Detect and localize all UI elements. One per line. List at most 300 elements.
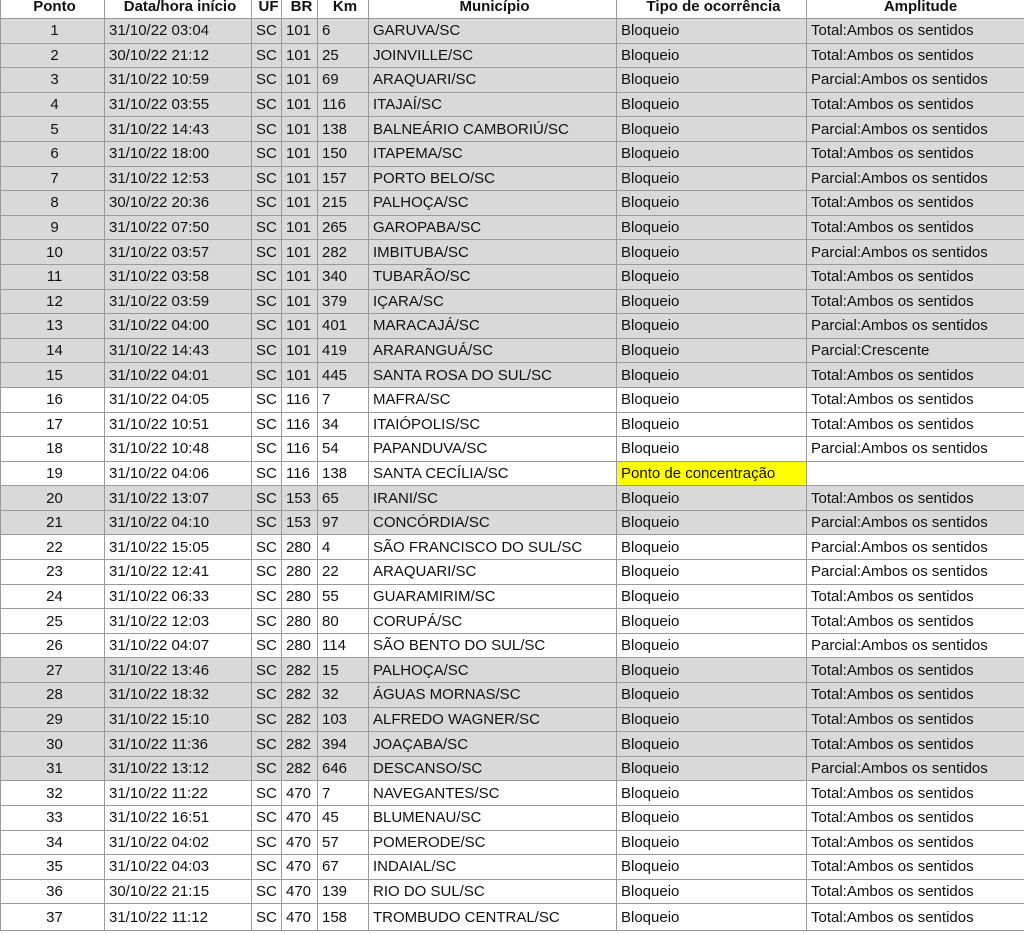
cell-amplitude: Total:Ambos os sentidos bbox=[807, 92, 1024, 117]
cell-ponto: 33 bbox=[1, 806, 105, 831]
cell-data-hora: 31/10/22 04:05 bbox=[105, 387, 252, 412]
table-row bbox=[1, 510, 1024, 535]
table-row bbox=[1, 560, 1024, 585]
cell-amplitude: Parcial:Ambos os sentidos bbox=[807, 510, 1024, 535]
cell-br: 101 bbox=[282, 363, 318, 388]
cell-municipio: TUBARÃO/SC bbox=[369, 264, 617, 289]
cell-data-hora: 31/10/22 04:01 bbox=[105, 363, 252, 388]
cell-uf: SC bbox=[252, 166, 282, 191]
cell-ponto: 1 bbox=[1, 19, 105, 44]
cell-tipo-ocorrencia: Bloqueio bbox=[617, 141, 807, 166]
cell-ponto: 7 bbox=[1, 166, 105, 191]
cell-ponto: 22 bbox=[1, 535, 105, 560]
cell-data-hora: 31/10/22 11:22 bbox=[105, 781, 252, 806]
cell-amplitude: Total:Ambos os sentidos bbox=[807, 707, 1024, 732]
cell-uf: SC bbox=[252, 19, 282, 44]
cell-km: 22 bbox=[318, 560, 369, 585]
cell-data-hora: 31/10/22 04:00 bbox=[105, 314, 252, 339]
cell-uf: SC bbox=[252, 658, 282, 683]
cell-amplitude: Total:Ambos os sentidos bbox=[807, 387, 1024, 412]
cell-km: 97 bbox=[318, 510, 369, 535]
cell-uf: SC bbox=[252, 609, 282, 634]
cell-br: 282 bbox=[282, 707, 318, 732]
cell-tipo-ocorrencia: Bloqueio bbox=[617, 117, 807, 142]
table-row bbox=[1, 191, 1024, 216]
table-row bbox=[1, 855, 1024, 880]
header-km: Km bbox=[318, 0, 369, 19]
cell-ponto: 37 bbox=[1, 904, 105, 931]
cell-municipio: INDAIAL/SC bbox=[369, 855, 617, 880]
cell-br: 101 bbox=[282, 92, 318, 117]
cell-br: 116 bbox=[282, 461, 318, 486]
cell-uf: SC bbox=[252, 707, 282, 732]
cell-data-hora: 31/10/22 03:04 bbox=[105, 19, 252, 44]
cell-km: 7 bbox=[318, 781, 369, 806]
cell-amplitude: Total:Ambos os sentidos bbox=[807, 19, 1024, 44]
cell-municipio: JOINVILLE/SC bbox=[369, 43, 617, 68]
cell-tipo-ocorrencia: Bloqueio bbox=[617, 68, 807, 93]
cell-municipio: TROMBUDO CENTRAL/SC bbox=[369, 904, 617, 931]
cell-municipio: ARAQUARI/SC bbox=[369, 68, 617, 93]
cell-data-hora: 31/10/22 14:43 bbox=[105, 338, 252, 363]
cell-ponto: 12 bbox=[1, 289, 105, 314]
table-row bbox=[1, 387, 1024, 412]
cell-br: 116 bbox=[282, 437, 318, 462]
cell-br: 470 bbox=[282, 781, 318, 806]
cell-br: 101 bbox=[282, 289, 318, 314]
cell-ponto: 35 bbox=[1, 855, 105, 880]
cell-br: 101 bbox=[282, 68, 318, 93]
cell-uf: SC bbox=[252, 904, 282, 931]
cell-municipio: IÇARA/SC bbox=[369, 289, 617, 314]
cell-amplitude: Parcial:Ambos os sentidos bbox=[807, 633, 1024, 658]
cell-km: 138 bbox=[318, 461, 369, 486]
cell-ponto: 9 bbox=[1, 215, 105, 240]
cell-tipo-ocorrencia: Bloqueio bbox=[617, 215, 807, 240]
cell-br: 280 bbox=[282, 560, 318, 585]
cell-tipo-ocorrencia: Bloqueio bbox=[617, 806, 807, 831]
cell-uf: SC bbox=[252, 289, 282, 314]
cell-ponto: 23 bbox=[1, 560, 105, 585]
header-data: Data/hora início bbox=[105, 0, 252, 19]
cell-km: 215 bbox=[318, 191, 369, 216]
cell-uf: SC bbox=[252, 141, 282, 166]
cell-uf: SC bbox=[252, 338, 282, 363]
cell-br: 280 bbox=[282, 584, 318, 609]
cell-km: 282 bbox=[318, 240, 369, 265]
cell-amplitude: Total:Ambos os sentidos bbox=[807, 289, 1024, 314]
cell-amplitude: Total:Ambos os sentidos bbox=[807, 904, 1024, 931]
cell-tipo-ocorrencia: Bloqueio bbox=[617, 437, 807, 462]
cell-municipio: GAROPABA/SC bbox=[369, 215, 617, 240]
cell-km: 265 bbox=[318, 215, 369, 240]
cell-data-hora: 31/10/22 12:03 bbox=[105, 609, 252, 634]
cell-data-hora: 31/10/22 06:33 bbox=[105, 584, 252, 609]
cell-uf: SC bbox=[252, 387, 282, 412]
cell-municipio: SANTA CECÍLIA/SC bbox=[369, 461, 617, 486]
header-uf: UF bbox=[252, 0, 282, 19]
cell-municipio: POMERODE/SC bbox=[369, 830, 617, 855]
table-row bbox=[1, 806, 1024, 831]
cell-amplitude: Total:Ambos os sentidos bbox=[807, 855, 1024, 880]
cell-amplitude: Total:Ambos os sentidos bbox=[807, 584, 1024, 609]
cell-uf: SC bbox=[252, 683, 282, 708]
cell-data-hora: 31/10/22 11:36 bbox=[105, 732, 252, 757]
cell-km: 103 bbox=[318, 707, 369, 732]
cell-municipio: SÃO BENTO DO SUL/SC bbox=[369, 633, 617, 658]
cell-ponto: 2 bbox=[1, 43, 105, 68]
cell-amplitude: Total:Ambos os sentidos bbox=[807, 412, 1024, 437]
header-amplitude: Amplitude bbox=[807, 0, 1024, 19]
cell-data-hora: 31/10/22 10:48 bbox=[105, 437, 252, 462]
cell-municipio: NAVEGANTES/SC bbox=[369, 781, 617, 806]
table-row bbox=[1, 707, 1024, 732]
cell-amplitude: Parcial:Ambos os sentidos bbox=[807, 314, 1024, 339]
cell-tipo-ocorrencia: Bloqueio bbox=[617, 240, 807, 265]
table-row bbox=[1, 43, 1024, 68]
cell-br: 282 bbox=[282, 732, 318, 757]
cell-municipio: CORUPÁ/SC bbox=[369, 609, 617, 634]
cell-tipo-ocorrencia: Bloqueio bbox=[617, 264, 807, 289]
cell-tipo-ocorrencia: Bloqueio bbox=[617, 486, 807, 511]
cell-amplitude: Total:Ambos os sentidos bbox=[807, 609, 1024, 634]
cell-data-hora: 31/10/22 10:51 bbox=[105, 412, 252, 437]
cell-ponto: 3 bbox=[1, 68, 105, 93]
cell-km: 340 bbox=[318, 264, 369, 289]
header-ponto: Ponto bbox=[1, 0, 105, 19]
cell-tipo-ocorrencia: Bloqueio bbox=[617, 412, 807, 437]
cell-uf: SC bbox=[252, 68, 282, 93]
cell-uf: SC bbox=[252, 314, 282, 339]
cell-data-hora: 31/10/22 15:10 bbox=[105, 707, 252, 732]
cell-municipio: GUARAMIRIM/SC bbox=[369, 584, 617, 609]
cell-tipo-ocorrencia: Bloqueio bbox=[617, 781, 807, 806]
cell-tipo-ocorrencia: Bloqueio bbox=[617, 166, 807, 191]
cell-km: 114 bbox=[318, 633, 369, 658]
cell-km: 116 bbox=[318, 92, 369, 117]
cell-br: 101 bbox=[282, 19, 318, 44]
cell-municipio: MARACAJÁ/SC bbox=[369, 314, 617, 339]
cell-tipo-ocorrencia: Bloqueio bbox=[617, 756, 807, 781]
cell-uf: SC bbox=[252, 781, 282, 806]
cell-km: 15 bbox=[318, 658, 369, 683]
cell-br: 470 bbox=[282, 855, 318, 880]
cell-br: 282 bbox=[282, 658, 318, 683]
cell-br: 101 bbox=[282, 264, 318, 289]
cell-km: 80 bbox=[318, 609, 369, 634]
cell-municipio: ITAIÓPOLIS/SC bbox=[369, 412, 617, 437]
cell-ponto: 25 bbox=[1, 609, 105, 634]
cell-amplitude: Total:Ambos os sentidos bbox=[807, 264, 1024, 289]
cell-uf: SC bbox=[252, 633, 282, 658]
cell-ponto: 6 bbox=[1, 141, 105, 166]
cell-km: 419 bbox=[318, 338, 369, 363]
cell-municipio: PALHOÇA/SC bbox=[369, 658, 617, 683]
cell-ponto: 8 bbox=[1, 191, 105, 216]
cell-br: 101 bbox=[282, 191, 318, 216]
cell-amplitude: Parcial:Ambos os sentidos bbox=[807, 117, 1024, 142]
header-tipo: Tipo de ocorrência bbox=[617, 0, 807, 19]
cell-ponto: 18 bbox=[1, 437, 105, 462]
cell-km: 394 bbox=[318, 732, 369, 757]
table-row bbox=[1, 166, 1024, 191]
cell-ponto: 10 bbox=[1, 240, 105, 265]
cell-uf: SC bbox=[252, 92, 282, 117]
cell-data-hora: 31/10/22 07:50 bbox=[105, 215, 252, 240]
cell-tipo-ocorrencia: Bloqueio bbox=[617, 387, 807, 412]
cell-municipio: JOAÇABA/SC bbox=[369, 732, 617, 757]
cell-uf: SC bbox=[252, 191, 282, 216]
cell-data-hora: 31/10/22 16:51 bbox=[105, 806, 252, 831]
cell-ponto: 4 bbox=[1, 92, 105, 117]
cell-amplitude: Total:Ambos os sentidos bbox=[807, 879, 1024, 904]
cell-uf: SC bbox=[252, 363, 282, 388]
cell-data-hora: 30/10/22 21:15 bbox=[105, 879, 252, 904]
cell-uf: SC bbox=[252, 43, 282, 68]
cell-uf: SC bbox=[252, 756, 282, 781]
cell-br: 101 bbox=[282, 141, 318, 166]
cell-km: 6 bbox=[318, 19, 369, 44]
cell-br: 101 bbox=[282, 117, 318, 142]
cell-amplitude: Total:Ambos os sentidos bbox=[807, 191, 1024, 216]
cell-ponto: 31 bbox=[1, 756, 105, 781]
cell-uf: SC bbox=[252, 461, 282, 486]
header-row bbox=[1, 0, 1024, 19]
cell-data-hora: 31/10/22 04:10 bbox=[105, 510, 252, 535]
cell-uf: SC bbox=[252, 437, 282, 462]
table-row bbox=[1, 584, 1024, 609]
cell-amplitude: Parcial:Ambos os sentidos bbox=[807, 560, 1024, 585]
cell-amplitude: Total:Ambos os sentidos bbox=[807, 363, 1024, 388]
table-row bbox=[1, 92, 1024, 117]
cell-br: 101 bbox=[282, 338, 318, 363]
table-row bbox=[1, 314, 1024, 339]
cell-amplitude: Parcial:Ambos os sentidos bbox=[807, 756, 1024, 781]
cell-ponto: 21 bbox=[1, 510, 105, 535]
cell-data-hora: 31/10/22 13:12 bbox=[105, 756, 252, 781]
cell-km: 138 bbox=[318, 117, 369, 142]
cell-uf: SC bbox=[252, 412, 282, 437]
cell-ponto: 15 bbox=[1, 363, 105, 388]
cell-br: 470 bbox=[282, 879, 318, 904]
cell-data-hora: 31/10/22 04:02 bbox=[105, 830, 252, 855]
cell-ponto: 13 bbox=[1, 314, 105, 339]
cell-ponto: 30 bbox=[1, 732, 105, 757]
cell-municipio: CONCÓRDIA/SC bbox=[369, 510, 617, 535]
table-row bbox=[1, 633, 1024, 658]
cell-br: 101 bbox=[282, 215, 318, 240]
cell-amplitude: Parcial:Ambos os sentidos bbox=[807, 437, 1024, 462]
cell-amplitude: Total:Ambos os sentidos bbox=[807, 806, 1024, 831]
cell-ponto: 11 bbox=[1, 264, 105, 289]
cell-br: 101 bbox=[282, 240, 318, 265]
cell-amplitude: Parcial:Crescente bbox=[807, 338, 1024, 363]
cell-municipio: BALNEÁRIO CAMBORIÚ/SC bbox=[369, 117, 617, 142]
cell-ponto: 17 bbox=[1, 412, 105, 437]
cell-km: 646 bbox=[318, 756, 369, 781]
cell-municipio: IMBITUBA/SC bbox=[369, 240, 617, 265]
table-row bbox=[1, 904, 1024, 931]
cell-data-hora: 31/10/22 13:46 bbox=[105, 658, 252, 683]
cell-km: 57 bbox=[318, 830, 369, 855]
cell-tipo-ocorrencia: Bloqueio bbox=[617, 363, 807, 388]
cell-tipo-ocorrencia: Bloqueio bbox=[617, 338, 807, 363]
cell-ponto: 24 bbox=[1, 584, 105, 609]
cell-ponto: 14 bbox=[1, 338, 105, 363]
cell-data-hora: 31/10/22 03:57 bbox=[105, 240, 252, 265]
cell-km: 4 bbox=[318, 535, 369, 560]
cell-km: 55 bbox=[318, 584, 369, 609]
cell-municipio: ITAPEMA/SC bbox=[369, 141, 617, 166]
cell-tipo-ocorrencia: Bloqueio bbox=[617, 314, 807, 339]
table-row bbox=[1, 461, 1024, 486]
cell-br: 470 bbox=[282, 806, 318, 831]
cell-data-hora: 31/10/22 14:43 bbox=[105, 117, 252, 142]
cell-municipio: ITAJAÍ/SC bbox=[369, 92, 617, 117]
table-row bbox=[1, 535, 1024, 560]
cell-ponto: 36 bbox=[1, 879, 105, 904]
header-br: BR bbox=[282, 0, 318, 19]
cell-km: 54 bbox=[318, 437, 369, 462]
table-row bbox=[1, 117, 1024, 142]
cell-amplitude: Total:Ambos os sentidos bbox=[807, 486, 1024, 511]
cell-tipo-ocorrencia: Bloqueio bbox=[617, 658, 807, 683]
cell-tipo-ocorrencia: Bloqueio bbox=[617, 43, 807, 68]
cell-br: 153 bbox=[282, 510, 318, 535]
cell-ponto: 19 bbox=[1, 461, 105, 486]
table-row bbox=[1, 609, 1024, 634]
cell-ponto: 5 bbox=[1, 117, 105, 142]
cell-uf: SC bbox=[252, 879, 282, 904]
cell-tipo-ocorrencia: Bloqueio bbox=[617, 609, 807, 634]
cell-municipio: GARUVA/SC bbox=[369, 19, 617, 44]
cell-uf: SC bbox=[252, 240, 282, 265]
cell-data-hora: 31/10/22 03:59 bbox=[105, 289, 252, 314]
cell-data-hora: 30/10/22 20:36 bbox=[105, 191, 252, 216]
cell-br: 280 bbox=[282, 609, 318, 634]
table-row bbox=[1, 412, 1024, 437]
cell-amplitude: Total:Ambos os sentidos bbox=[807, 215, 1024, 240]
cell-ponto: 29 bbox=[1, 707, 105, 732]
cell-km: 158 bbox=[318, 904, 369, 931]
cell-uf: SC bbox=[252, 510, 282, 535]
cell-municipio: ALFREDO WAGNER/SC bbox=[369, 707, 617, 732]
cell-data-hora: 31/10/22 04:06 bbox=[105, 461, 252, 486]
table-row bbox=[1, 781, 1024, 806]
cell-tipo-ocorrencia: Bloqueio bbox=[617, 633, 807, 658]
table-row bbox=[1, 289, 1024, 314]
cell-ponto: 28 bbox=[1, 683, 105, 708]
cell-km: 34 bbox=[318, 412, 369, 437]
cell-municipio: ARAQUARI/SC bbox=[369, 560, 617, 585]
cell-amplitude: Parcial:Ambos os sentidos bbox=[807, 240, 1024, 265]
table-row bbox=[1, 338, 1024, 363]
cell-data-hora: 31/10/22 10:59 bbox=[105, 68, 252, 93]
cell-uf: SC bbox=[252, 855, 282, 880]
cell-data-hora: 31/10/22 15:05 bbox=[105, 535, 252, 560]
cell-tipo-ocorrencia: Bloqueio bbox=[617, 510, 807, 535]
cell-ponto: 20 bbox=[1, 486, 105, 511]
cell-ponto: 34 bbox=[1, 830, 105, 855]
cell-uf: SC bbox=[252, 560, 282, 585]
header-municipio: Município bbox=[369, 0, 617, 19]
cell-municipio: MAFRA/SC bbox=[369, 387, 617, 412]
cell-uf: SC bbox=[252, 264, 282, 289]
cell-data-hora: 31/10/22 11:12 bbox=[105, 904, 252, 931]
cell-tipo-ocorrencia: Bloqueio bbox=[617, 584, 807, 609]
cell-uf: SC bbox=[252, 486, 282, 511]
cell-tipo-ocorrencia: Bloqueio bbox=[617, 191, 807, 216]
table-row bbox=[1, 141, 1024, 166]
cell-br: 470 bbox=[282, 904, 318, 931]
cell-data-hora: 31/10/22 13:07 bbox=[105, 486, 252, 511]
cell-km: 32 bbox=[318, 683, 369, 708]
cell-km: 25 bbox=[318, 43, 369, 68]
cell-municipio: SÃO FRANCISCO DO SUL/SC bbox=[369, 535, 617, 560]
cell-data-hora: 31/10/22 04:07 bbox=[105, 633, 252, 658]
cell-amplitude: Total:Ambos os sentidos bbox=[807, 732, 1024, 757]
table-row bbox=[1, 683, 1024, 708]
table-row bbox=[1, 658, 1024, 683]
cell-data-hora: 31/10/22 03:58 bbox=[105, 264, 252, 289]
cell-tipo-ocorrencia: Bloqueio bbox=[617, 19, 807, 44]
cell-amplitude bbox=[807, 461, 1024, 486]
cell-municipio: BLUMENAU/SC bbox=[369, 806, 617, 831]
cell-tipo-ocorrencia: Bloqueio bbox=[617, 707, 807, 732]
cell-data-hora: 31/10/22 12:53 bbox=[105, 166, 252, 191]
cell-data-hora: 31/10/22 18:32 bbox=[105, 683, 252, 708]
cell-amplitude: Total:Ambos os sentidos bbox=[807, 141, 1024, 166]
cell-tipo-ocorrencia: Bloqueio bbox=[617, 830, 807, 855]
cell-data-hora: 31/10/22 04:03 bbox=[105, 855, 252, 880]
cell-uf: SC bbox=[252, 830, 282, 855]
table-row bbox=[1, 264, 1024, 289]
cell-km: 7 bbox=[318, 387, 369, 412]
cell-municipio: PAPANDUVA/SC bbox=[369, 437, 617, 462]
cell-uf: SC bbox=[252, 535, 282, 560]
cell-tipo-ocorrencia: Bloqueio bbox=[617, 535, 807, 560]
cell-br: 470 bbox=[282, 830, 318, 855]
cell-tipo-ocorrencia: Ponto de concentração bbox=[617, 461, 807, 486]
table-row bbox=[1, 363, 1024, 388]
cell-km: 67 bbox=[318, 855, 369, 880]
table-row bbox=[1, 19, 1024, 44]
cell-data-hora: 31/10/22 03:55 bbox=[105, 92, 252, 117]
cell-br: 153 bbox=[282, 486, 318, 511]
cell-br: 116 bbox=[282, 387, 318, 412]
cell-municipio: ARARANGUÁ/SC bbox=[369, 338, 617, 363]
cell-tipo-ocorrencia: Bloqueio bbox=[617, 683, 807, 708]
cell-tipo-ocorrencia: Bloqueio bbox=[617, 855, 807, 880]
cell-br: 280 bbox=[282, 633, 318, 658]
cell-data-hora: 30/10/22 21:12 bbox=[105, 43, 252, 68]
table-row bbox=[1, 486, 1024, 511]
table-row bbox=[1, 68, 1024, 93]
cell-br: 101 bbox=[282, 166, 318, 191]
cell-km: 445 bbox=[318, 363, 369, 388]
cell-data-hora: 31/10/22 12:41 bbox=[105, 560, 252, 585]
cell-tipo-ocorrencia: Bloqueio bbox=[617, 560, 807, 585]
cell-amplitude: Parcial:Ambos os sentidos bbox=[807, 166, 1024, 191]
table-row bbox=[1, 240, 1024, 265]
cell-amplitude: Parcial:Ambos os sentidos bbox=[807, 68, 1024, 93]
cell-municipio: ÁGUAS MORNAS/SC bbox=[369, 683, 617, 708]
cell-ponto: 16 bbox=[1, 387, 105, 412]
cell-amplitude: Total:Ambos os sentidos bbox=[807, 781, 1024, 806]
cell-ponto: 32 bbox=[1, 781, 105, 806]
cell-tipo-ocorrencia: Bloqueio bbox=[617, 904, 807, 931]
cell-km: 157 bbox=[318, 166, 369, 191]
